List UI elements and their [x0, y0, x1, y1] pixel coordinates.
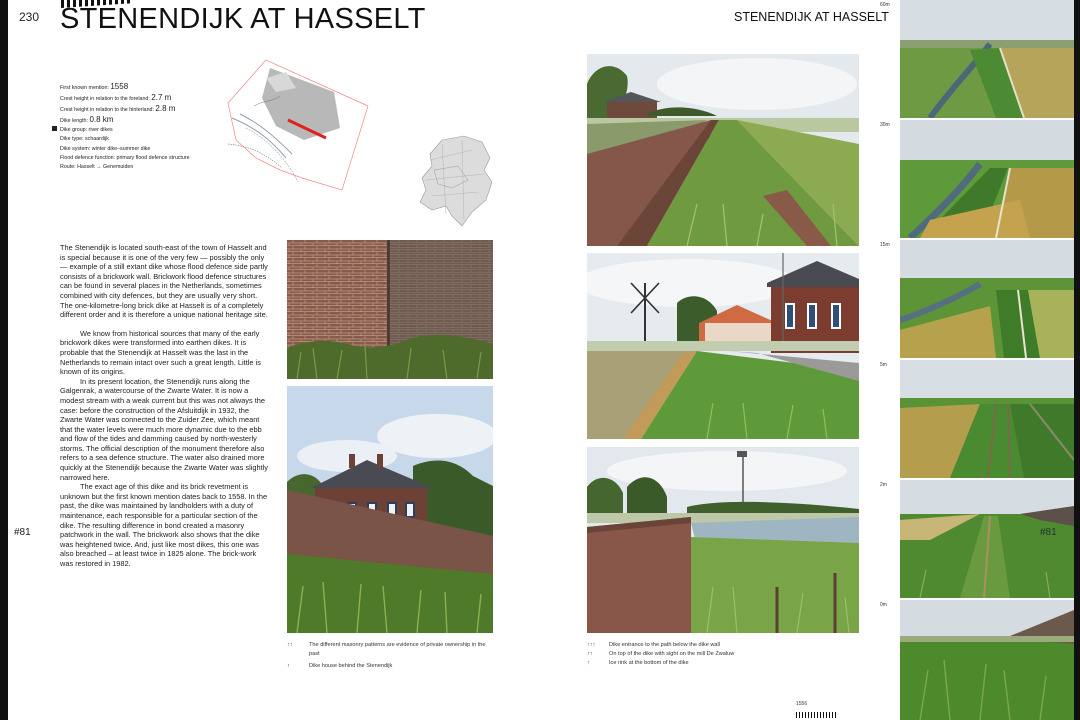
caption: ↑↑ The different masonry patterns are evidence of private ownership in the past [287, 642, 486, 657]
aerial-photo-30m [900, 120, 1074, 238]
aerial-photo-2m [900, 480, 1074, 598]
fact-dike-group: Dike group: river dikes [60, 126, 260, 135]
caption: ↑ Ice rink at the bottom of the dike [587, 660, 689, 666]
right-side-tab: #81 [1040, 527, 1057, 538]
fact-dike-length: Dike length: 0.8 km [60, 115, 114, 125]
right-captions [587, 641, 827, 668]
aerial-photo-0m [900, 600, 1074, 720]
altitude-label: 2m [880, 482, 887, 488]
photo-dike-entrance [587, 54, 859, 246]
marker-square-icon [52, 126, 57, 131]
aerial-photo-15m [900, 240, 1074, 358]
fact-crest-hinterland: Crest height in relation to the hinterland: 2.8 m [60, 104, 176, 114]
altitude-label: 5m [880, 362, 887, 368]
photo-ice-rink [587, 447, 859, 633]
caption: ↑↑ On top of the dike with sight on the mill De Zwaluw [587, 651, 735, 657]
altitude-label: 30m [880, 122, 890, 128]
fact-dike-system: Dike system: winter dike–summer dike [60, 145, 151, 152]
paragraph: The exact age of this dike and its brick revetment is unknown but the first known mention dates back to 1558. In the past, the dike was maintained by landholders with a duty of maintenance, each responsible for a particular section of the dike. The resulting difference in bond created a masonry patchwork in the wall. The brickwork also shows that the dike was heightened twice. And, just like most dikes, this one was also breached – at least twice in 1825 alone. The brick-work was restored in 1982. [60, 482, 268, 568]
running-head: STENENDIJK AT HASSELT [734, 10, 889, 24]
aerial-photo-60m [900, 0, 1074, 118]
altitude-label: 15m [880, 242, 890, 248]
netherlands-map [412, 130, 502, 230]
fact-route: Route: Hasselt → Genemuiden [60, 163, 134, 170]
footer-scale-bar [796, 712, 836, 718]
left-side-tab: #81 [14, 527, 31, 538]
article-body [60, 243, 268, 569]
altitude-label: 60m [880, 2, 890, 8]
book-spread [8, 0, 1074, 720]
fact-function: Flood defence function: primary flood defence structure [60, 154, 190, 161]
fact-dike-type: Dike type: schaardijk [60, 136, 109, 143]
footer-year: 1556 [796, 701, 808, 707]
page-title: STENENDIJK AT HASSELT [60, 3, 426, 35]
caption: ↑ Dike house behind the Stenendijk [287, 663, 393, 669]
left-captions [287, 641, 487, 671]
paragraph: In its present location, the Stenendijk runs along the Galgenrak, a watercourse of the Zwarte Water. It is now a modest stream with a weak current but this was not always the case: before the construction of the Afsluitdijk in 1932, the Zwarte Water was connected to the Zuider Zee, which meant that the water levels were much more dynamic due to the ebb and flow of the tides and damming caused by north-westerly storms. The official description of the monument therefore also refers to a sea defence structure. The water also drained more quickly at the Stenendijk because the Zwarte Water was slightly narrowed here. [60, 376, 268, 482]
paragraph: The Stenendijk is located south-east of the town of Hasselt and is special because it is one of the very few — possibly the only — example of a still extant dike whose flood defence side partly consists of a brickwork wall. Brickwork flood defence structures can be found in several places in the Netherlands, sometimes combined with city defences, but they are usually very short. The one-kilometre-long brick dike at Hasselt is of a completely different order and it is therefore a unique national heritage site. [60, 243, 268, 320]
aerial-photo-5m [900, 360, 1074, 478]
photo-masonry-wall [287, 240, 493, 379]
altitude-label: 0m [880, 602, 887, 608]
caption: ↑↑↑ Dike entrance to the path below the dike wall [587, 642, 721, 648]
photo-dike-house [287, 386, 493, 633]
fact-first-mention: First known mention: 1558 [60, 82, 129, 91]
left-page-number: 230 [19, 10, 40, 24]
site-map [226, 58, 386, 193]
paragraph: We know from historical sources that many of the early brickwork dikes were transformed into earthen dikes. It is probable that the Stenendijk at Hasselt was the last in the Netherlands to remain intact over such a great length. Little is known of its origins. [60, 328, 261, 377]
fact-crest-foreland: Crest height in relation to the foreland: 2.7 m [60, 93, 172, 103]
photo-mill-view [587, 253, 859, 439]
